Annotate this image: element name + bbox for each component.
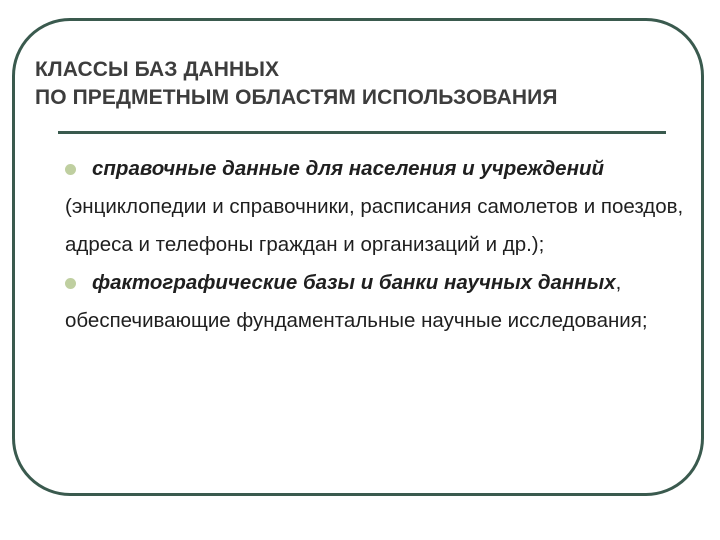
item-emphasis: справочные данные для населения и учреждений — [92, 157, 604, 180]
bullet-list — [65, 150, 690, 340]
title-line-1: КЛАССЫ БАЗ ДАННЫХ — [35, 58, 280, 81]
slide-title — [35, 56, 705, 112]
list-item — [65, 150, 690, 264]
list-item — [65, 264, 690, 340]
item-emphasis: фактографические базы и банки научных данных — [92, 271, 616, 294]
bullet-dot-icon — [65, 278, 76, 289]
title-line-2: ПО ПРЕДМЕТНЫМ ОБЛАСТЯМ ИСПОЛЬЗОВАНИЯ — [35, 86, 558, 109]
bullet-dot-icon — [65, 164, 76, 175]
item-text: (энциклопедии и справочники, расписания самолетов и поездов, адреса и телефоны граждан и организаций и др.); — [65, 195, 684, 256]
item-text: , обеспечивающие фундаментальные научные исследования; — [65, 271, 648, 332]
title-divider — [58, 131, 666, 134]
